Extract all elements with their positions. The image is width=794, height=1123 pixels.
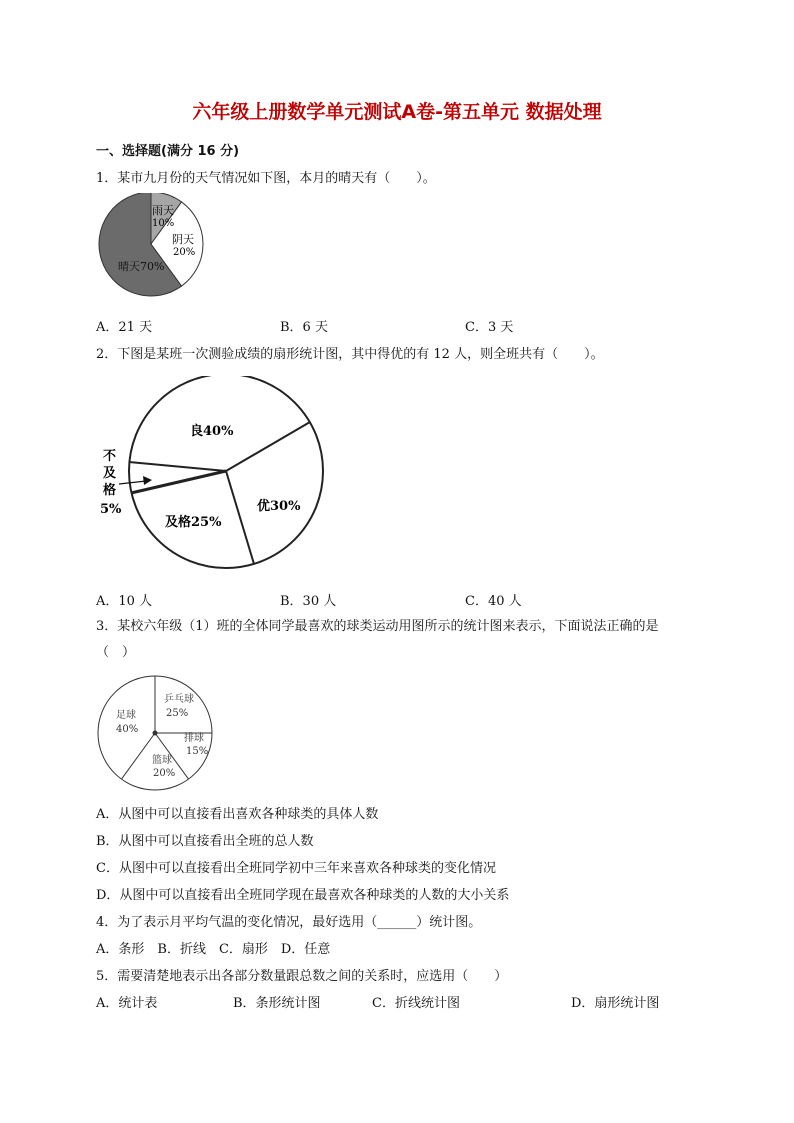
section-heading: 一、选择题(满分 16 分) <box>96 144 240 159</box>
pie-label-pingpong: 乒乓球 <box>164 694 194 705</box>
q5-option-b[interactable]: B．条形统计图 <box>233 996 321 1011</box>
q2-option-c[interactable]: C．40 人 <box>465 594 522 609</box>
callout-pct: 5% <box>100 502 122 517</box>
pie-label-sunny: 晴天70% <box>118 260 165 273</box>
q2-option-a[interactable]: A．10 人 <box>96 594 153 609</box>
q4-options[interactable]: A．条形 B．折线 C．扇形 D．任意 <box>96 942 331 957</box>
q1-option-b[interactable]: B．6 天 <box>280 320 328 335</box>
grades-pie-chart <box>90 376 330 576</box>
pie-label-basketball: 篮球 <box>152 755 172 766</box>
pie-label-football: 足球 <box>116 710 136 721</box>
question-5-text: 5．需要清楚地表示出各部分数量跟总数之间的关系时，应选用（ ） <box>96 969 508 984</box>
pie-label-good: 良40% <box>190 424 234 439</box>
pie-pct-pingpong: 25% <box>166 708 189 719</box>
question-3-text-cont: （ ） <box>96 645 136 660</box>
pie-label-volleyball: 排球 <box>184 733 204 744</box>
q2-option-b[interactable]: B．30 人 <box>280 594 337 609</box>
pie-label-rainy: 雨天 <box>152 204 174 217</box>
weather-pie-chart <box>96 193 206 303</box>
q3-option-c[interactable]: C．从图中可以直接看出全班同学初中三年来喜欢各种球类的变化情况 <box>96 861 496 876</box>
pie-center-dot <box>153 731 158 736</box>
pie-label-excellent: 优30% <box>257 499 301 514</box>
question-1-text: 1．某市九月份的天气情况如下图，本月的晴天有（ ）。 <box>96 171 436 186</box>
pie-pct-basketball: 20% <box>153 768 176 779</box>
pie-pct-cloudy: 20% <box>173 247 196 258</box>
question-3-text: 3．某校六年级（1）班的全体同学最喜欢的球类运动用图所示的统计图来表示，下面说法正确的是 <box>96 619 659 634</box>
pie-pct-football: 40% <box>116 724 139 735</box>
callout-char-1: 不 <box>103 449 117 464</box>
callout-char-3: 格 <box>103 483 117 498</box>
document-title: 六年级上册数学单元测试A卷-第五单元 数据处理 <box>192 101 602 123</box>
q3-option-a[interactable]: A．从图中可以直接看出喜欢各种球类的具体人数 <box>96 807 379 822</box>
pie-label-cloudy: 阴天 <box>172 233 194 246</box>
q1-option-c[interactable]: C．3 天 <box>465 320 514 335</box>
q3-option-d[interactable]: D．从图中可以直接看出全班同学现在最喜欢各种球类的人数的大小关系 <box>96 888 510 903</box>
q5-option-a[interactable]: A．统计表 <box>96 996 158 1011</box>
q5-option-d[interactable]: D．扇形统计图 <box>571 996 660 1011</box>
question-4-text: 4．为了表示月平均气温的变化情况，最好选用（______）统计图。 <box>96 915 482 930</box>
q1-option-a[interactable]: A．21 天 <box>96 320 153 335</box>
pie-pct-rainy: 10% <box>152 218 175 229</box>
question-2-text: 2．下图是某班一次测验成绩的扇形统计图，其中得优的有 12 人，则全班共有（ ）。 <box>96 347 604 362</box>
ballgames-pie-chart <box>96 674 218 792</box>
pie-pct-volleyball: 15% <box>186 746 209 757</box>
q5-option-c[interactable]: C．折线统计图 <box>372 996 460 1011</box>
callout-char-2: 及 <box>103 466 117 481</box>
q3-option-b[interactable]: B．从图中可以直接看出全班的总人数 <box>96 834 314 849</box>
pie-label-pass: 及格25% <box>165 515 222 530</box>
